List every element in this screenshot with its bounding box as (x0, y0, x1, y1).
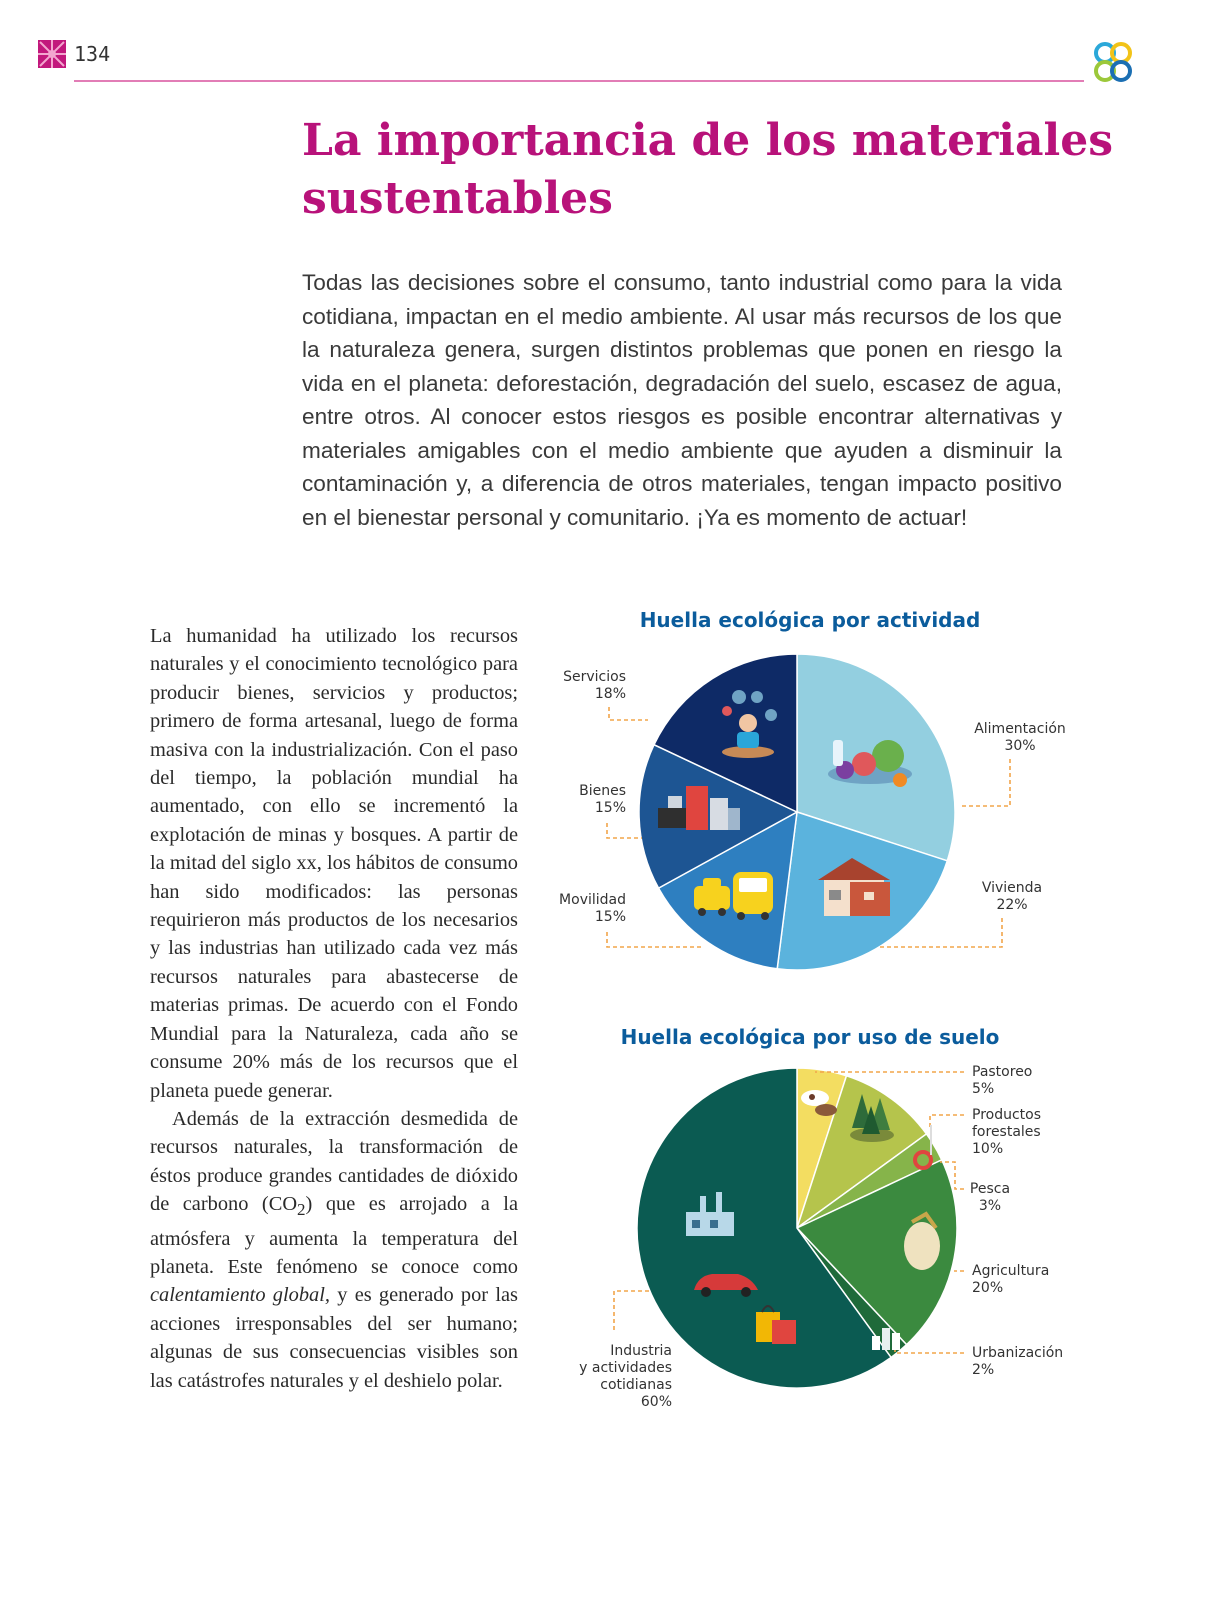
leader-line (607, 932, 704, 947)
leader-line (930, 1115, 964, 1128)
slice-label-agricultura: Agricultura 20% (972, 1263, 1050, 1296)
chart-activity-title: Huella ecológica por actividad (639, 608, 981, 632)
leader-line (609, 707, 648, 720)
co2-subscript: 2 (297, 1200, 306, 1220)
body-paragraph-1: La humanidad ha utilizado los recursos naturales y el conocimiento tecnológico para producir bienes, servicios y productos; primero de forma artesanal, luego de forma masiva con la industrialización. Con el paso del tiempo, la población mundial ha aumentado, con ello se incrementó la explotación de minas y bosques. A partir de la mitad del siglo xx, los hábitos de consumo han sido modificados: las personas requirieron más productos de los necesarios y las industrias han utilizado cada vez más recursos naturales para abastecerse de materias primas. De acuerdo con el Fondo Mundial para la Naturaleza, cada año se consume 20% más de los recursos que el planeta puede generar. (150, 625, 518, 1102)
leader-line (960, 759, 1010, 806)
chart-land-use-title: Huella ecológica por uso de suelo (620, 1025, 1000, 1049)
slice-label-pesca: Pesca 3% (969, 1181, 1011, 1214)
slice-label-alimentacion: Alimentación 30% (974, 721, 1066, 754)
leader-line (614, 1291, 652, 1330)
body-paragraph-2-part-1: Además de la extracción desmedida de recursos naturales, la transformación de éstos produce grandes cantidades de dióxido de carbono (CO (150, 1107, 518, 1216)
page-number: 134 (74, 42, 111, 66)
slice-label-industria: Industria y actividades cotidianas 60% (579, 1343, 672, 1410)
slice-label-bienes: Bienes 15% (579, 783, 626, 816)
slice-label-vivienda: Vivienda 22% (981, 880, 1043, 913)
slice-label-pastoreo: Pastoreo 5% (972, 1064, 1033, 1097)
slice-label-servicios: Servicios 18% (563, 669, 626, 702)
slice-label-movilidad: Movilidad 15% (559, 892, 626, 925)
intro-paragraph: Todas las decisiones sobre el consumo, tanto industrial como para la vida cotidiana, impactan en el medio ambiente. Al usar más recursos de los que la naturaleza genera, surgen distintos problemas que ponen en riesgo la vida en el planeta: deforestación, degradación del suelo, escasez de agua, entre otros. Al conocer estos riesgos es posible encontrar alternativas y materiales amigables con el medio ambiente que ayuden a disminuir la contaminación y, a diferencia de otros materiales, tengan impacto positivo en el bienestar personal y comunitario. ¡Ya es momento de actuar! (302, 270, 1062, 530)
body-paragraph-2-part-2: ) que es arrojado a la atmósfera y aumenta la temperatura del planeta. Este fenómeno se conoce como (150, 1193, 518, 1279)
slice-label-productos-forestales: Productos forestales 10% (972, 1107, 1042, 1157)
emphasis-term: calentamiento global, (150, 1284, 330, 1307)
leader-line (607, 823, 642, 838)
pie-chart-land-use (637, 1068, 957, 1388)
body-paragraph-2-part-3: y es generado por las acciones irresponsables del ser humano; algunas de sus consecuencias visibles son las catástrofes naturales y el deshielo polar. (150, 1284, 518, 1392)
slice-label-urbanizacion: Urbanización 2% (972, 1345, 1064, 1378)
page-title: La importancia de los materiales sustentables (302, 115, 1113, 224)
